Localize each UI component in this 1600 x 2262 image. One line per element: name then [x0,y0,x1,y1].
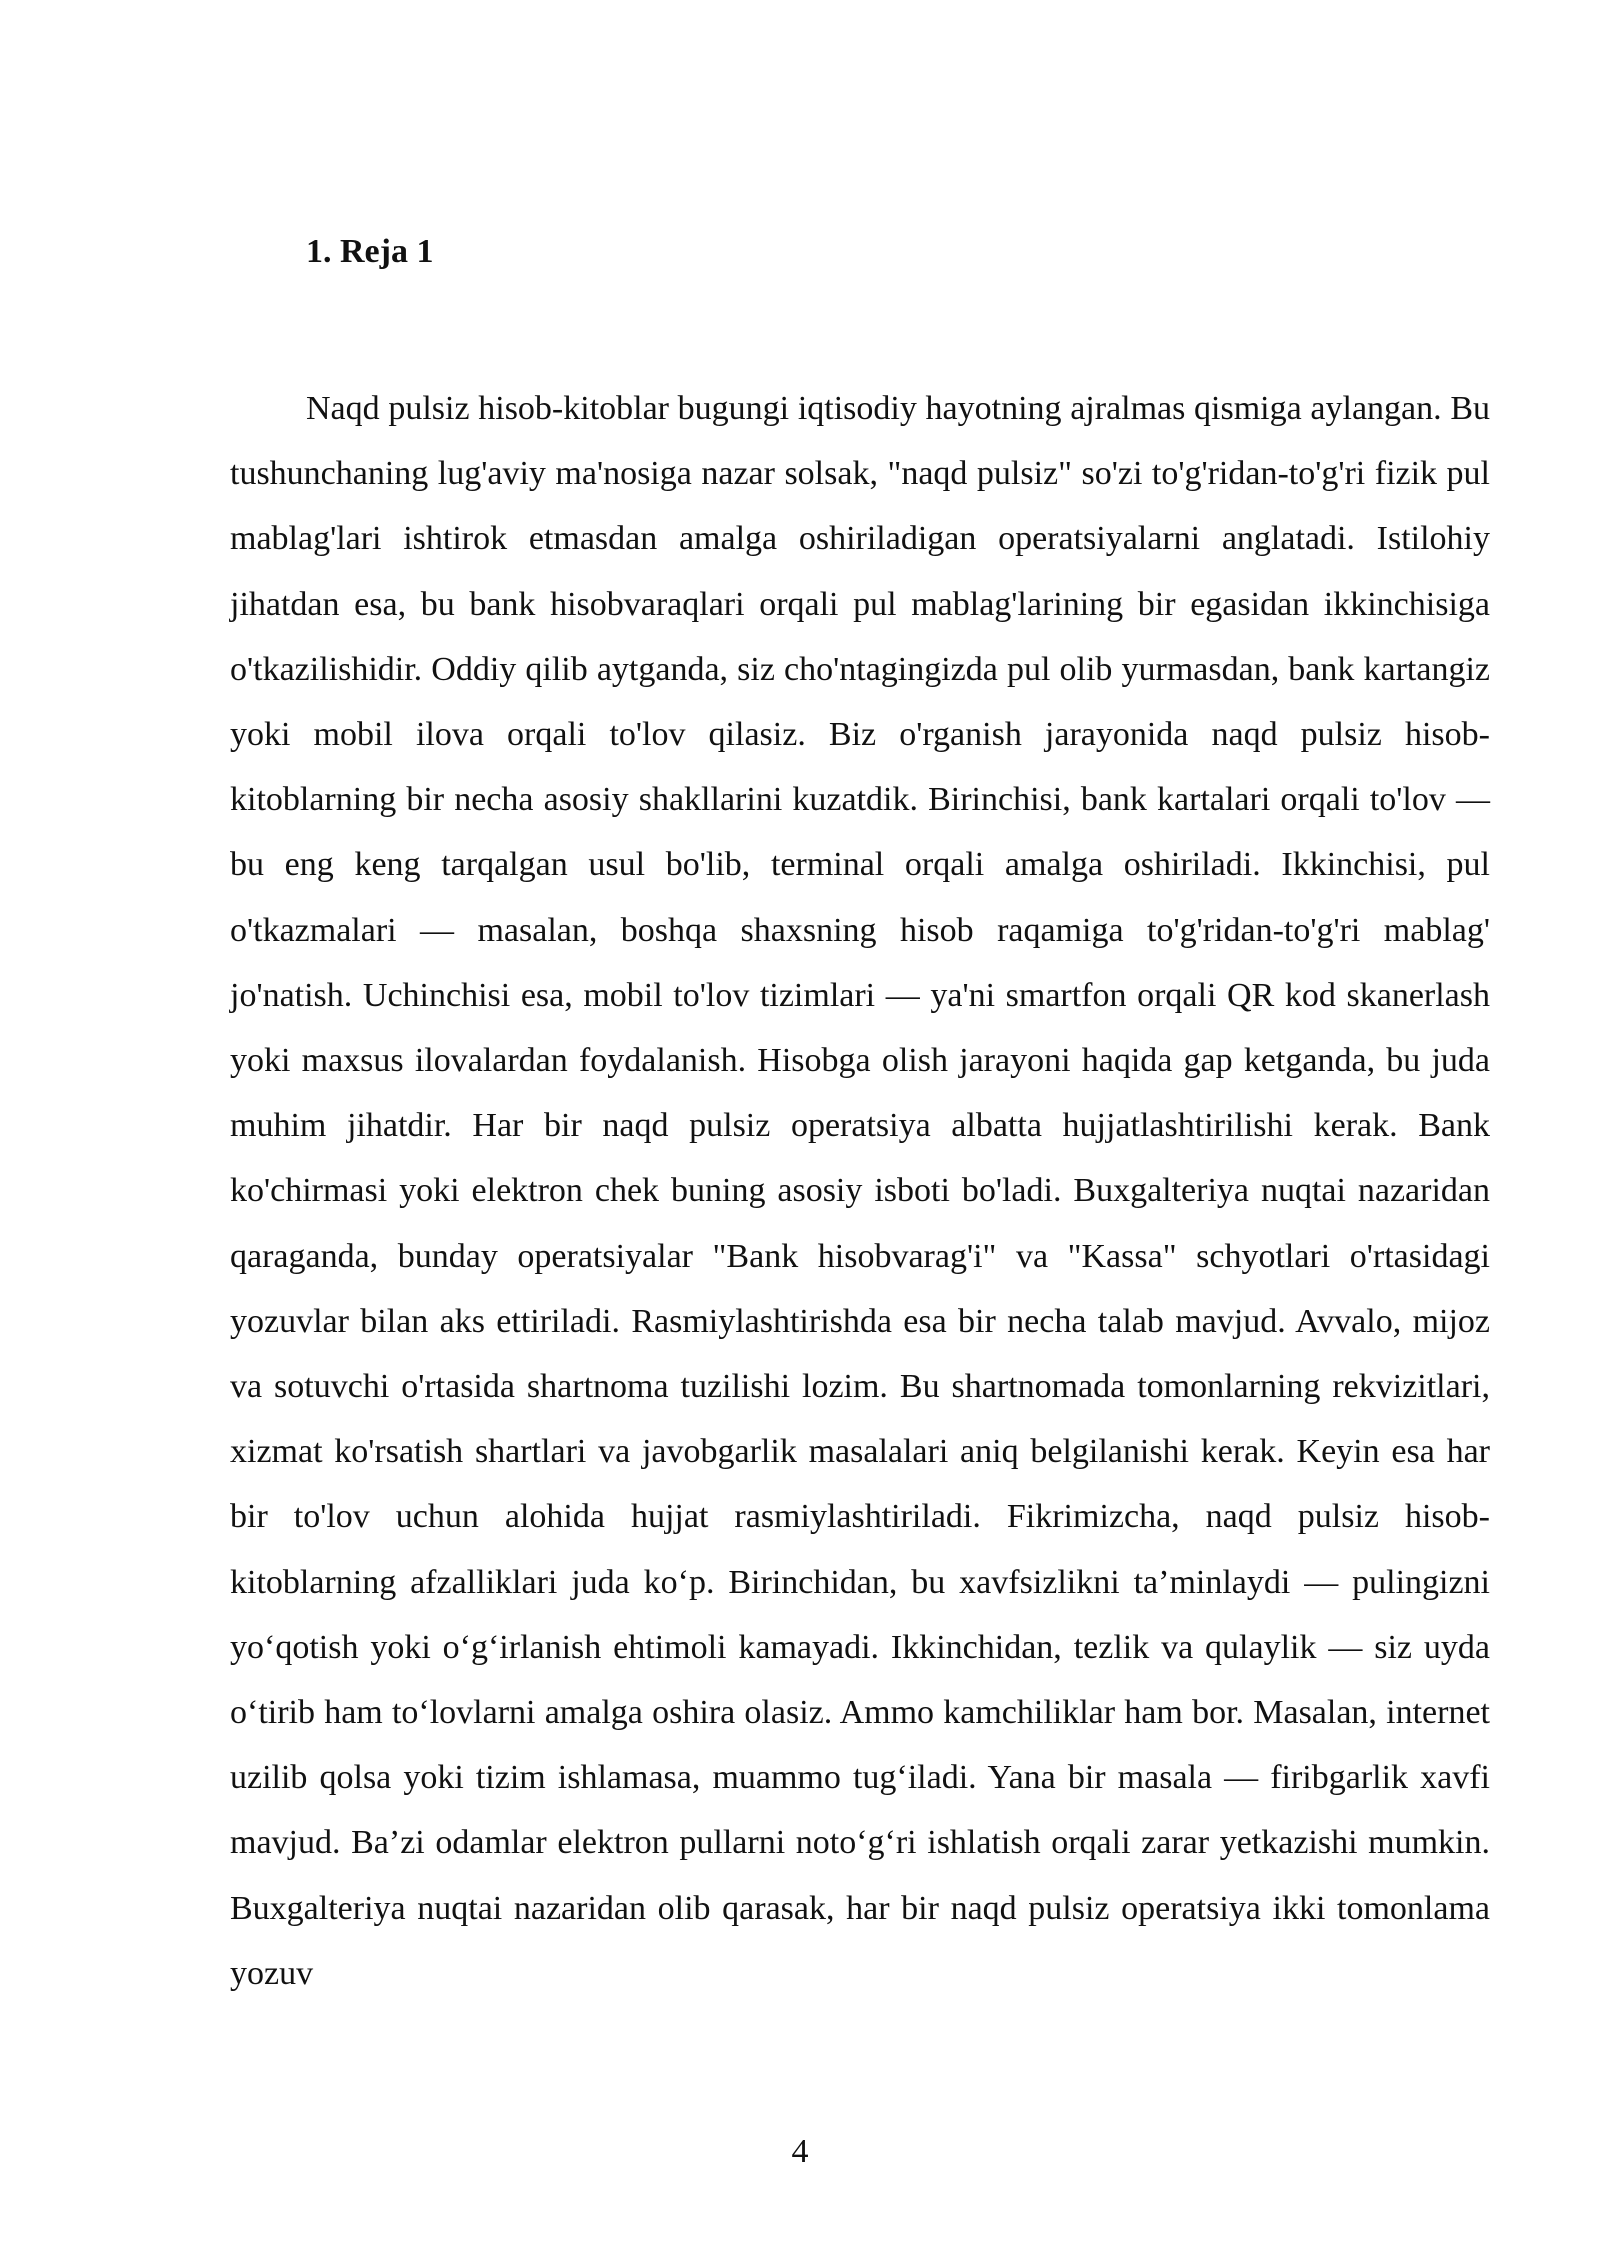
page-number: 4 [791,2133,809,2170]
section-heading: 1. Reja 1 [306,233,434,270]
body-paragraph: Naqd pulsiz hisob-kitoblar bugungi iqtisodiy hayotning ajralmas qismiga aylangan. Bu tushunchaning lug'aviy ma'nosiga nazar solsak, "naqd pulsiz" so'zi to'g'ridan-to'g'ri fizik pul mablag'lari ishtirok etmasdan amalga oshiriladigan operatsiyalarni anglatadi. Istilohiy jihatdan esa, bu bank hisobvaraqlari orqali pul mablag'larining bir egasidan ikkinchisiga o'tkazilishidir. Oddiy qilib aytganda, siz cho'ntagingizda pul olib yurmasdan, bank kartangiz yoki mobil ilova orqali to'lov qilasiz. Biz o'rganish jarayonida naqd pulsiz hisob-kitoblarning bir necha asosiy shakllarini kuzatdik. Birinchisi, bank kartalari orqali to'lov — bu eng keng tarqalgan usul bo'lib, terminal orqali amalga oshiriladi. Ikkinchisi, pul o'tkazmalari — masalan, boshqa shaxsning hisob raqamiga to'g'ridan-to'g'ri mablag' jo'natish. Uchinchisi esa, mobil to'lov tizimlari — ya'ni smartfon orqali QR kod skanerlash yoki maxsus ilovalardan foydalanish. Hisobga olish jarayoni haqida gap ketganda, bu juda muhim jihatdir. Har bir naqd pulsiz operatsiya albatta hujjatlashtirilishi kerak. Bank ko'chirmasi yoki elektron chek buning asosiy isboti bo'ladi. Buxgalteriya nuqtai nazaridan qaraganda, bunday operatsiyalar "Bank hisobvarag'i" va "Kassa" schyotlari o'rtasidagi yozuvlar bilan aks ettiriladi. Rasmiylashtirishda esa bir necha talab mavjud. Avvalo, mijoz va sotuvchi o'rtasida shartnoma tuzilishi lozim. Bu shartnomada tomonlarning rekvizitlari, xizmat ko'rsatish shartlari va javobgarlik masalalari aniq belgilanishi kerak. Keyin esa har bir to'lov uchun alohida hujjat rasmiylashtiriladi. Fikrimizcha, naqd pulsiz hisob-kitoblarning afzalliklari juda ko‘p. Birinchidan, bu xavfsizlikni ta’minlaydi — pulingizni yo‘qotish yoki o‘g‘irlanish ehtimoli kamayadi. Ikkinchidan, tezlik va qulaylik — siz uyda o‘tirib ham to‘lovlarni amalga oshira olasiz. Ammo kamchiliklar ham bor. Masalan, internet uzilib qolsa yoki tizim ishlamasa, muammo tug‘iladi. Yana bir masala — firibgarlik xavfi mavjud. Ba’zi odamlar elektron pullarni noto‘g‘ri ishlatish orqali zarar yetkazishi mumkin. Buxgalteriya nuqtai nazaridan olib qarasak, har bir naqd pulsiz operatsiya ikki tomonlama yozuv [230,390,1490,1992]
